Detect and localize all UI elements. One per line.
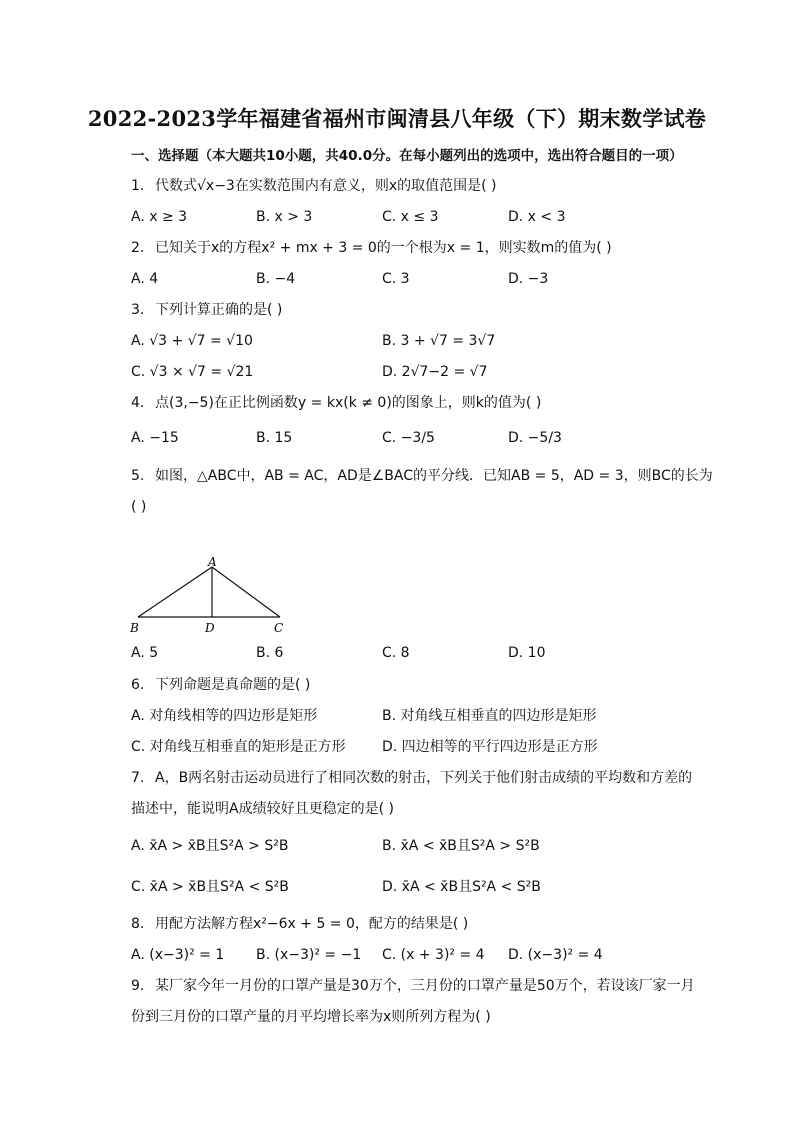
q1-option-d: D. x < 3 [508,209,566,225]
question-7-stem-line2: 描述中，能说明A成绩较好且更稳定的是( ) [131,801,394,817]
q2-option-c: C. 3 [382,271,410,287]
question-number: 4. [131,395,145,411]
question-9-stem-line1: 9. 某厂家今年一月份的口罩产量是30万个，三月份的口罩产量是50万个，若设该厂家一月 [131,978,695,994]
question-1-stem: 1. 代数式√x−3在实数范围内有意义，则x的取值范围是( ) [131,178,497,194]
question-5-stem-line2: ( ) [131,499,147,515]
question-number: 8. [131,916,145,932]
question-number: 9. [131,978,145,994]
question-number: 5. [131,468,145,484]
q8-option-d: D. (x−3)² = 4 [508,947,603,963]
q7-option-d: D. x̄A < x̄B且S²A < S²B [382,879,541,895]
q3-option-a: A. √3 + √7 = √10 [131,333,253,349]
q7-option-a: A. x̄A > x̄B且S²A > S²B [131,838,289,854]
label-b: B [130,621,139,635]
q5-option-d: D. 10 [508,645,546,661]
question-number: 7. [131,770,145,786]
question-8-stem: 8. 用配方法解方程x²−6x + 5 = 0，配方的结果是( ) [131,916,469,932]
q3-option-b: B. 3 + √7 = 3√7 [382,333,496,349]
q2-option-d: D. −3 [508,271,549,287]
q2-option-b: B. −4 [256,271,296,287]
q6-option-c: C. 对角线互相垂直的矩形是正方形 [131,739,346,755]
q4-option-d: D. −5/3 [508,430,562,446]
q8-option-a: A. (x−3)² = 1 [131,947,225,963]
q6-option-d: D. 四边相等的平行四边形是正方形 [382,739,598,755]
q1-option-b: B. x > 3 [256,209,313,225]
question-6-stem: 6. 下列命题是真命题的是( ) [131,677,311,693]
q6-option-b: B. 对角线互相垂直的四边形是矩形 [382,708,597,724]
question-3-stem: 3. 下列计算正确的是( ) [131,302,283,318]
label-c: C [274,621,284,635]
q5-option-c: C. 8 [382,645,410,661]
q1-option-a: A. x ≥ 3 [131,209,188,225]
triangle-figure [128,555,288,637]
segment-ac [212,567,280,617]
question-number: 2. [131,240,145,256]
q4-option-b: B. 15 [256,430,293,446]
label-a: A [208,555,217,569]
question-2-stem: 2. 已知关于x的方程x² + mx + 3 = 0的一个根为x = 1，则实数m的值为( ) [131,240,612,256]
question-9-stem-line2: 份到三月份的口罩产量的月平均增长率为x则所列方程为( ) [131,1009,491,1025]
q3-option-c: C. √3 × √7 = √21 [131,364,254,380]
label-d: D [205,621,215,635]
q1-option-c: C. x ≤ 3 [382,209,439,225]
q4-option-a: A. −15 [131,430,179,446]
question-number: 1. [131,178,145,194]
q5-option-b: B. 6 [256,645,284,661]
q6-option-a: A. 对角线相等的四边形是矩形 [131,708,318,724]
section-heading: 一、选择题（本大题共10小题，共40.0分。在每小题列出的选项中，选出符合题目的一项） [131,148,683,164]
question-4-stem: 4. 点(3,−5)在正比例函数y = kx(k ≠ 0)的图象上，则k的值为( ) [131,395,542,411]
segment-ab [138,567,212,617]
question-number: 3. [131,302,145,318]
question-number: 6. [131,677,145,693]
q5-option-a: A. 5 [131,645,159,661]
q8-option-c: C. (x + 3)² = 4 [382,947,485,963]
q2-option-a: A. 4 [131,271,159,287]
question-5-stem-line1: 5. 如图，△ABC中，AB = AC，AD是∠BAC的平分线．已知AB = 5，AD = 3，则BC的长为 [131,468,713,484]
q7-option-c: C. x̄A > x̄B且S²A < S²B [131,879,289,895]
q8-option-b: B. (x−3)² = −1 [256,947,362,963]
q3-option-d: D. 2√7−2 = √7 [382,364,488,380]
exam-title: 2022-2023学年福建省福州市闽清县八年级（下）期末数学试卷 [87,106,707,131]
question-7-stem-line1: 7. A，B两名射击运动员进行了相同次数的射击，下列关于他们射击成绩的平均数和方差的 [131,770,693,786]
q4-option-c: C. −3/5 [382,430,435,446]
q7-option-b: B. x̄A < x̄B且S²A > S²B [382,838,540,854]
